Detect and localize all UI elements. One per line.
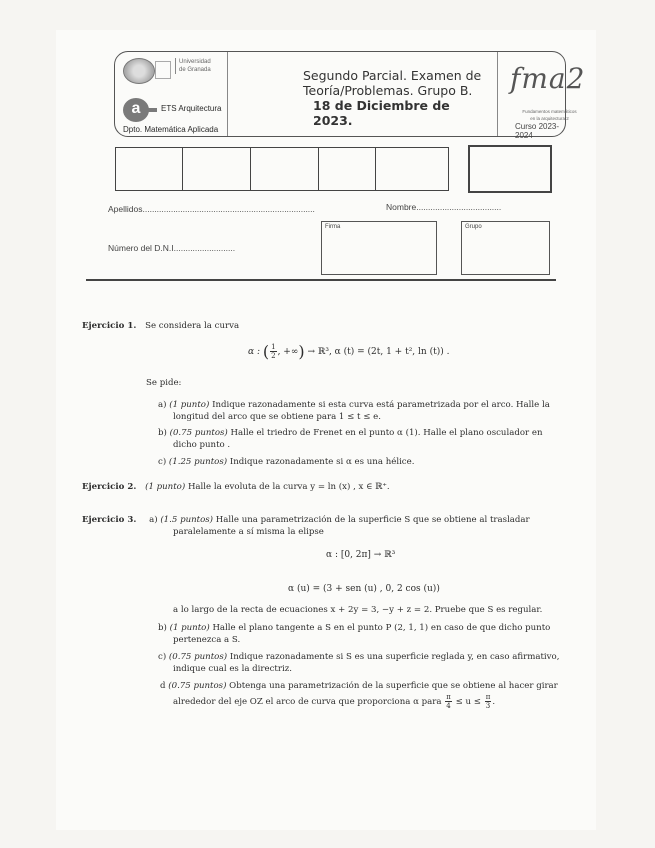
exercise-3d-cont: alrededor del eje OZ el arco de curva que proporciona α para $\frac{\pi}{4}$ ≤ u ≤ $\frac{\pi}{3}$ .	[173, 693, 496, 710]
exercise-1a-cont: longitud del arco que se obtiene para 1 ≤ t ≤ e.	[173, 412, 381, 422]
item-text: Halle una parametrización de la superficie S que se obtiene al trasladar	[215, 515, 530, 525]
header-divider	[497, 52, 498, 136]
bound-inequality: ≤ u ≤	[455, 697, 481, 707]
item-points: (0.75 puntos)	[169, 428, 228, 438]
exercise-3-label: Ejercicio 3.	[82, 515, 137, 525]
ets-logo-icon: a	[123, 98, 149, 122]
exam-title	[303, 68, 483, 128]
item-text: alrededor del eje OZ el arco de curva que proporciona α para	[173, 697, 442, 707]
item-text: Obtenga una parametrización de la superficie que se obtiene al hacer girar	[229, 681, 558, 691]
exercise-1b-cont: dicho punto .	[173, 440, 231, 450]
course-year: Curso 2023-2024	[515, 122, 560, 140]
item-points: (1.5 puntos)	[160, 515, 214, 525]
exercise-2-label: Ejercicio 2.	[82, 482, 137, 492]
exercise-3c-cont: indique cual es la directriz.	[173, 664, 292, 674]
department-name: Dpto. Matemática Aplicada	[123, 125, 219, 134]
item-label: a)	[158, 400, 167, 410]
exercise-1-label: Ejercicio 1.	[82, 321, 137, 331]
item-points: (1 punto)	[169, 400, 210, 410]
item-label: b)	[158, 428, 167, 438]
item-label: c)	[158, 457, 167, 467]
item-points: (1 punto)	[169, 623, 210, 633]
university-seal-icon	[123, 58, 155, 84]
group-box[interactable]	[461, 221, 550, 275]
ellipse-domain-formula: α : [0, 2π] → ℝ³	[326, 550, 396, 560]
lower-bound-den: 4	[446, 702, 451, 710]
subject-name-line1: Fundamentos matemáticos	[522, 109, 577, 114]
header-rule	[86, 279, 556, 281]
item-points: (1 punto)	[145, 482, 186, 492]
ellipse-formula: α (u) = (3 + sen (u) , 0, 2 cos (u))	[288, 584, 440, 594]
curve-formula-tail: → ℝ³, α (t) = (2t, 1 + t², ln (t)) .	[307, 347, 450, 357]
exercise-1-intro: Se considera la curva	[145, 321, 240, 331]
exam-date: 18 de Diciembre de 2023.	[313, 98, 450, 128]
lower-bound-fraction	[445, 693, 452, 710]
dni-field[interactable]: Número del D.N.I..........................	[108, 243, 236, 253]
exercise-3c	[158, 651, 559, 663]
curve-formula: α : ( $\frac{1}{2}$ , +∞) → ℝ³, α (t) = (2t, 1 + t², ln (t)) .	[248, 342, 450, 361]
item-text: Indique razonadamente si esta curva está parametrizada por el arco. Halle la	[212, 400, 550, 410]
exercise-3	[82, 514, 530, 526]
university-crest-icon	[155, 61, 171, 79]
score-box[interactable]	[182, 147, 251, 191]
item-text: Indique razonadamente si α es una hélice.	[229, 457, 415, 467]
exercise-2-text: Halle la evoluta de la curva y = ln (x) , x ∈ ℝ⁺.	[187, 482, 390, 492]
exam-header	[114, 51, 586, 140]
total-score-box[interactable]	[468, 145, 552, 193]
upper-bound-fraction	[485, 693, 492, 710]
signature-label: Firma	[325, 224, 341, 230]
exercise-3b	[158, 622, 550, 634]
exam-page	[56, 30, 596, 830]
name-field[interactable]: Nombre....................................	[386, 202, 502, 212]
exercise-1b	[158, 427, 542, 439]
exam-title-line1: Segundo Parcial. Examen de	[303, 68, 482, 83]
score-boxes	[115, 147, 551, 193]
exercise-3b-cont: pertenezca a S.	[173, 635, 241, 645]
exercise-3d	[160, 680, 558, 692]
header-divider	[227, 52, 228, 136]
exercise-1c	[158, 456, 414, 468]
surname-field[interactable]: Apellidos.........................................................................	[108, 204, 315, 214]
item-label: b)	[158, 623, 167, 633]
exercise-3a-cont: paralelamente a sí misma la elipse	[173, 527, 324, 537]
score-box[interactable]	[115, 147, 183, 191]
lower-bound-num: π	[446, 693, 451, 701]
exercise-2	[82, 481, 390, 493]
item-points: (1.25 puntos)	[168, 457, 228, 467]
score-box[interactable]	[250, 147, 319, 191]
exercise-3a-cont2: a lo largo de la recta de ecuaciones x + 2y = 3, −y + z = 2. Pruebe que S es regular.	[173, 605, 543, 615]
item-points: (0.75 puntos)	[168, 681, 227, 691]
se-pide: Se pide:	[146, 378, 182, 388]
item-text: Halle el triedro de Frenet en el punto α (1). Halle el plano osculador en	[230, 428, 543, 438]
item-label: a)	[149, 515, 158, 525]
upper-bound-den: 3	[485, 702, 491, 710]
item-points: (0.75 puntos)	[168, 652, 228, 662]
item-label: d	[160, 681, 166, 691]
university-name: Universidad de Granada	[175, 58, 215, 74]
item-label: c)	[158, 652, 167, 662]
exercise-1	[82, 320, 239, 332]
group-label: Grupo	[465, 224, 482, 230]
subject-code-logo: fma2	[510, 62, 586, 95]
subject-name	[517, 108, 582, 122]
signature-box[interactable]	[321, 221, 437, 275]
item-text: Halle el plano tangente a S en el punto P (2, 1, 1) en caso de que dicho punto	[212, 623, 551, 633]
exercise-1a	[158, 399, 550, 411]
item-text: Indique razonadamente si S es una superficie reglada y, en caso afirmativo,	[229, 652, 560, 662]
exam-title-line2: Teoría/Problemas. Grupo B.	[303, 83, 473, 98]
subject-name-line2: en la arquitectura 2	[530, 116, 569, 121]
score-box[interactable]	[375, 147, 449, 191]
school-name: ETS Arquitectura	[161, 104, 222, 113]
score-box[interactable]	[318, 147, 376, 191]
upper-bound-num: π	[485, 693, 491, 701]
